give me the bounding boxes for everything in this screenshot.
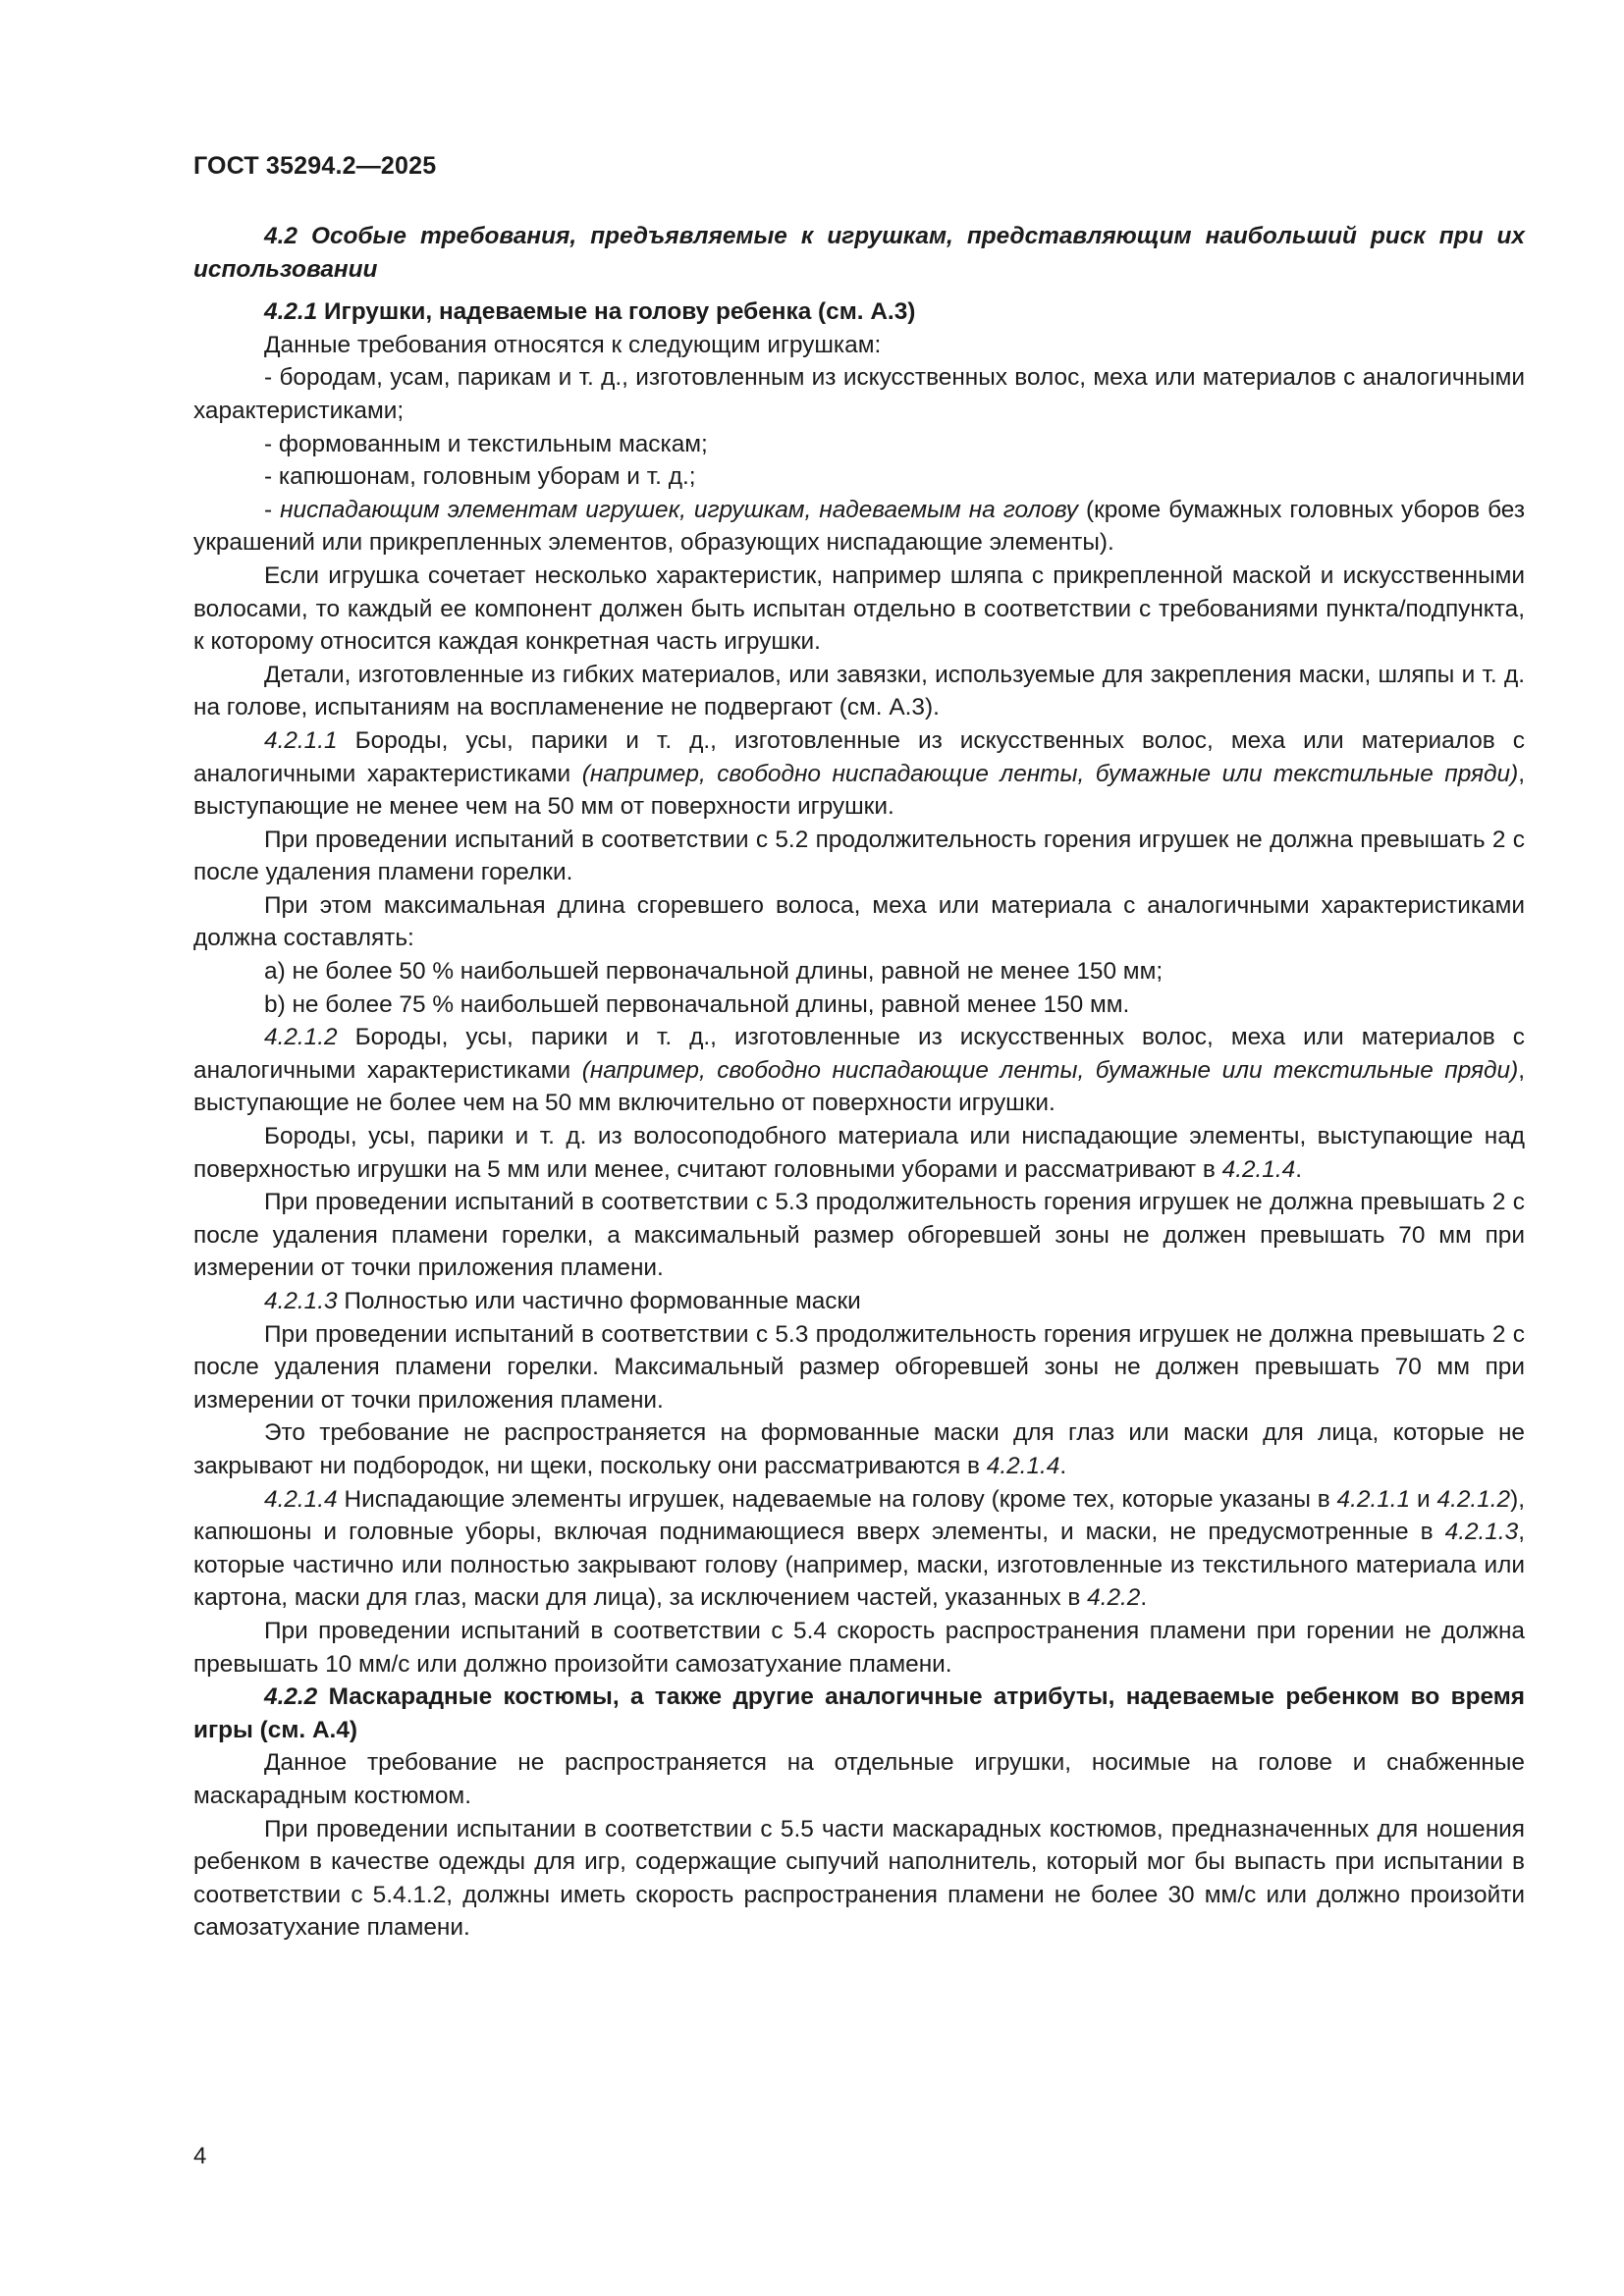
cross-reference: 4.2.1.1 [1336,1485,1411,1513]
cross-reference: 4.2.1.4 [986,1452,1060,1479]
text: Бороды, усы, парики и т. д., изготовленные из искусственных волос, меха или материалов с аналогичными характеристиками [193,726,1525,787]
text: , выступающие не менее чем на 50 мм от поверхности игрушки. [193,760,1525,821]
section-4-2-2-heading [193,1681,1525,1746]
section-4-2-1-1 [193,724,1525,824]
section-number: 4.2.1 [264,298,318,326]
list-dash: - [264,496,281,523]
text: , выступающие не более чем на 50 мм включительно от поверхности игрушки. [193,1056,1525,1117]
text: , которые частично или полностью закрывают голову (например, маски, изготовленные из текстильного материала или картона, маски для глаз, маски для лица), за исключением частей, указанных в [193,1519,1525,1612]
section-number: 4.2.1.2 [264,1024,338,1051]
section-number: 4.2.2 [264,1683,318,1711]
paragraph [193,1120,1525,1186]
italic-note: (например, свободно ниспадающие ленты, бумажные или текстильные пряди) [581,760,1519,787]
cross-reference: 4.2.1.3 [1444,1519,1519,1546]
list-item: - капюшонам, головным уборам и т. д.; [264,463,696,491]
paragraph: При проведении испытаний в соответствии с 5.3 продолжительность горения игрушек не должна превышать 2 с после удаления пламени горелки, а максимальный размер обгоревшей зоны не должен превышать 70 мм при измерении от точки приложения пламени. [193,1189,1525,1282]
paragraph: При проведении испытаний в соответствии с 5.3 продолжительность горения игрушек не должна превышать 2 с после удаления пламени горелки. Максимальный размер обгоревшей зоны не должен превышать 70 мм при измерении от точки приложения пламени. [193,1320,1525,1414]
text: Полностью или частично формованные маски [337,1288,861,1314]
text: ), капюшоны и головные уборы, включая поднимающиеся вверх элементы, и маски, не предусмотренные в [193,1485,1525,1546]
list-item: - бородам, усам, парикам и т. д., изготовленным из искусственных волос, меха или материалов с аналогичными характеристиками; [193,364,1525,424]
list-item: - формованным и текстильным маскам; [264,430,708,457]
paragraph: При проведении испытаний в соответствии с 5.2 продолжительность горения игрушек не должна превышать 2 с после удаления пламени горелки. [193,826,1525,886]
section-4-2-1-4 [193,1483,1525,1615]
paragraph: Данные требования относятся к следующим игрушкам: [264,331,882,358]
paragraph: Если игрушка сочетает несколько характеристик, например шляпа с прикрепленной маской и искусственными волосами, то каждый ее компонент должен быть испытан отдельно в соответствии с требованиями пункта/подпункта, к которому относится каждая конкретная часть игрушки. [193,561,1525,656]
text: . [1140,1584,1148,1612]
paragraph: При проведении испытаний в соответствии с 5.4 скорость распространения пламени при горении не должна превышать 10 мм/с или должно произойти самозатухание пламени. [193,1617,1525,1678]
paragraph: При этом максимальная длина сгоревшего волоса, меха или материала с аналогичными характеристиками должна составлять: [193,891,1525,952]
italic-term: ниспадающим элементам игрушек, игрушкам, надеваемым на голову [280,496,1078,523]
section-number: 4.2.1.4 [264,1485,338,1513]
text: Бороды, усы, парики и т. д. из волосоподобного материала или ниспадающие элементы, выступающие над поверхностью игрушки на 5 мм или менее, считают головными уборами и рассматривают в [193,1123,1525,1183]
italic-note: (например, свободно ниспадающие ленты, бумажные или текстильные пряди) [581,1056,1519,1084]
page-number: 4 [193,2143,207,2169]
standard-header: ГОСТ 35294.2—2025 [193,152,437,180]
text: (кроме бумажных головных уборов без украшений или прикрепленных элементов, образующих ниспадающие элементы). [193,496,1526,557]
paragraph: При проведении испытании в соответствии с 5.5 части маскарадных костюмов, предназначенных для ношения ребенком в качестве одежды для игр, содержащие сыпучий наполнитель, который мог бы выпасть при испытании в соответствии с 5.4.1.2, должны иметь скорость распространения пламени не более 30 мм/с или должно произойти самозатухание пламени. [193,1815,1525,1942]
paragraph: Детали, изготовленные из гибких материалов, или завязки, используемые для закрепления маски, шляпы и т. д. на голове, испытаниям на воспламенение не подвергают (см. А.3). [193,661,1525,721]
section-title: Игрушки, надеваемые на голову ребенка (см. А.3) [317,298,916,326]
cross-reference: 4.2.1.2 [1436,1485,1511,1513]
text: Бороды, усы, парики и т. д., изготовленные из искусственных волос, меха или материалов с аналогичными характеристиками [193,1024,1525,1084]
text: Это требование не распространяется на формованные маски для глаз или маски для лица, которые не закрывают ни подбородок, ни щеки, поскольку они рассматриваются в [193,1419,1525,1479]
document-body [193,220,1525,1945]
section-number: 4.2.1.3 [264,1288,338,1314]
text: . [1295,1155,1302,1183]
section-4-2-1-2 [193,1021,1525,1120]
section-4-2-1-3 [193,1285,1525,1318]
list-item: a) не более 50 % наибольшей первоначальной длины, равной не менее 150 мм; [264,958,1164,986]
text: и [1410,1485,1437,1513]
list-item: b) не более 75 % наибольшей первоначальной длины, равной менее 150 мм. [264,990,1130,1018]
section-4-2-1-heading [193,295,1525,329]
section-title: Маскарадные костюмы, а также другие аналогичные атрибуты, надеваемые ребенком во время игры (см. А.4) [193,1683,1525,1743]
list-item [193,494,1525,560]
section-4-2-title: 4.2 Особые требования, предъявляемые к игрушкам, представляющим наибольший риск при их использовании [193,223,1525,283]
text: . [1059,1452,1067,1479]
section-number: 4.2.1.1 [264,726,338,754]
cross-reference: 4.2.1.4 [1221,1155,1296,1183]
cross-reference: 4.2.2 [1087,1584,1141,1612]
paragraph [193,1416,1525,1482]
text: Ниспадающие элементы игрушек, надеваемые на голову (кроме тех, которые указаны в [337,1485,1337,1513]
paragraph: Данное требование не распространяется на отдельные игрушки, носимые на голове и снабженные маскарадным костюмом. [193,1749,1525,1809]
